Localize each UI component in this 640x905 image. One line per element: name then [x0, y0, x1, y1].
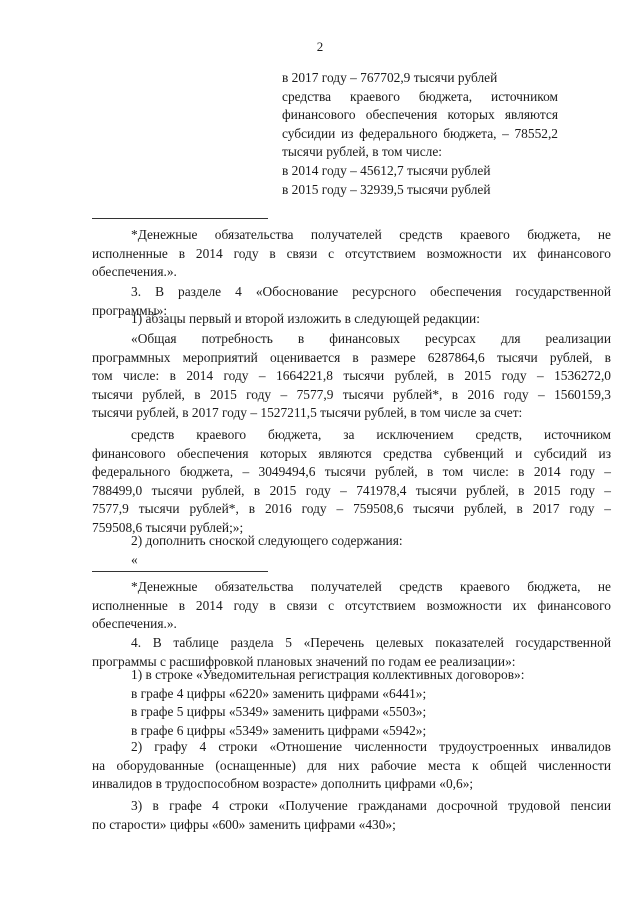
footnote-line: обеспечения.».	[92, 616, 177, 632]
item-text: по старости» цифры «600» заменить цифрами «430»;	[92, 816, 396, 832]
section-heading: программы с расшифровкой плановых значений по годам ее реализации»:	[92, 653, 516, 669]
open-quote: «	[131, 551, 138, 567]
item-text: 2) графу 4 строки «Отношение численности трудоустроенных инвалидов	[131, 739, 611, 754]
footnote-2	[92, 578, 611, 634]
section-4-items	[131, 666, 611, 740]
paragraph-line: федерального бюджета, – 3049494,6 тысячи рублей, в том числе: в 2014 году –	[92, 464, 611, 480]
section-4-item-2	[92, 738, 611, 794]
top-block	[282, 69, 558, 199]
footnote-line: исполненные в 2014 году в связи с отсутствием возможности их финансового	[92, 245, 611, 261]
paragraph-line: средств краевого бюджета, за исключением средств, источником	[131, 427, 611, 442]
item-2	[131, 532, 611, 569]
footnote-line: исполненные в 2014 году в связи с отсутствием возможности их финансового	[92, 597, 611, 613]
line-2015: в 2015 году – 32939,5 тысячи рублей	[282, 181, 491, 197]
section-4-item-3	[92, 797, 611, 834]
footnote-line: обеспечения.».	[92, 264, 177, 280]
paragraph-line: 788499,0 тысячи рублей, в 2015 году – 741978,4 тысячи рублей, в 2015 году –	[92, 482, 611, 498]
section-heading: 3. В разделе 4 «Обоснование ресурсного обеспечения государственной	[131, 284, 611, 299]
footnote-1	[92, 226, 611, 282]
paragraph-line: финансового обеспечения которых являются	[282, 107, 558, 123]
paragraph-line: финансового обеспечения которых являются средства субвенций и субсидий из	[92, 445, 611, 461]
line-2017: в 2017 году – 767702,9 тысячи рублей	[282, 70, 498, 85]
footnote-line: *Денежные обязательства получателей средств краевого бюджета, не	[131, 227, 611, 242]
item-text: инвалидов в трудоспособном возрасте» дополнить цифрами «0,6»;	[92, 776, 474, 792]
item-text: 1) абзацы первый и второй изложить в следующей редакции:	[131, 311, 480, 326]
footnote-separator	[92, 571, 268, 572]
paragraph-line: средства краевого бюджета, источником	[282, 88, 558, 104]
section-heading: программы»:	[92, 302, 168, 318]
paragraph-line: 7577,9 тысячи рублей*, в 2016 году – 759508,6 тысячи рублей, в 2017 году –	[92, 501, 611, 517]
paragraph-line: программных мероприятий оценивается в размере 6287864,6 тысячи рублей, в	[92, 349, 611, 365]
item-1	[131, 310, 611, 329]
item-text: 1) в строке «Уведомительная регистрация коллективных договоров»:	[131, 667, 525, 682]
paragraph-line: том числе: в 2014 году – 1664221,8 тысячи рублей, в 2015 году – 1536272,0	[92, 368, 611, 384]
footnote-separator	[92, 218, 268, 219]
column-4-change: в графе 4 цифры «6220» заменить цифрами «6441»;	[131, 685, 427, 701]
item-text: 2) дополнить сноской следующего содержания:	[131, 533, 403, 548]
paragraph-line: тысячи рублей, в 2015 году – 7577,9 тысячи рублей*, в 2016 году – 1560159,3	[92, 386, 611, 402]
line-2014: в 2014 году – 45612,7 тысячи рублей	[282, 162, 491, 178]
column-6-change: в графе 6 цифры «5349» заменить цифрами «5942»;	[131, 722, 427, 738]
paragraph-line: тысячи рублей, в 2017 году – 1527211,5 тысячи рублей, в том числе за счет:	[92, 405, 523, 421]
page-number: 2	[316, 39, 324, 54]
item-text: на оборудованные (оснащенные) для них рабочие места к общей численности	[92, 757, 611, 773]
paragraph-line: тысячи рублей, в том числе:	[282, 144, 443, 160]
paragraph-line: «Общая потребность в финансовых ресурсах для реализации	[131, 331, 611, 346]
paragraph-line: субсидии из федерального бюджета, – 78552,2	[282, 125, 558, 141]
funds-paragraph	[92, 426, 611, 538]
footnote-line: *Денежные обязательства получателей средств краевого бюджета, не	[131, 579, 611, 594]
paragraph-line: 759508,6 тысячи рублей;»;	[92, 519, 244, 535]
column-5-change: в графе 5 цифры «5349» заменить цифрами «5503»;	[131, 704, 427, 720]
section-heading: 4. В таблице раздела 5 «Перечень целевых показателей государственной	[131, 635, 611, 650]
item-text: 3) в графе 4 строки «Получение гражданами досрочной трудовой пенсии	[131, 798, 611, 813]
quote-paragraph	[92, 330, 611, 423]
